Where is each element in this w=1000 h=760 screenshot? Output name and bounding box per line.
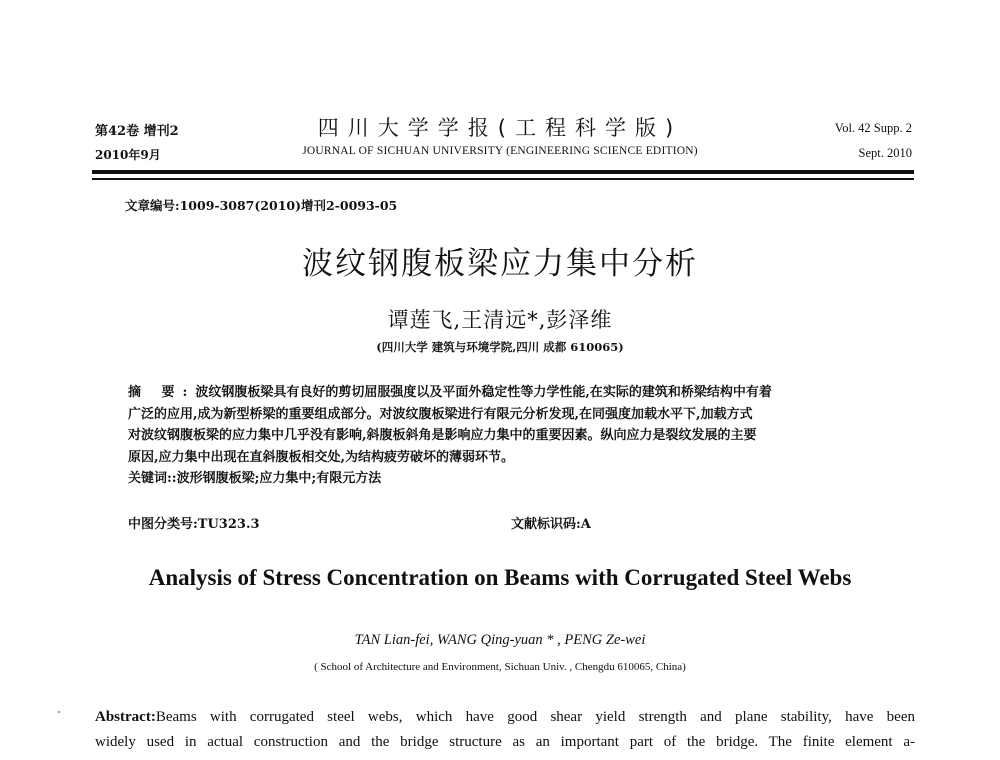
affiliation-cn: (四川大学 建筑与环境学院,四川 成都 610065): [376, 340, 624, 354]
date-cn: 2010年9月: [95, 148, 161, 162]
abstract-en: [95, 705, 915, 755]
header-rule-thin: [92, 178, 914, 180]
clc-number: 中图分类号:TU323.3: [128, 517, 260, 532]
scan-speck: [58, 711, 60, 713]
date-en: Sept. 2010: [858, 146, 912, 160]
authors-en: TAN Lian-fei, WANG Qing-yuan * , PENG Ze-wei: [354, 632, 646, 648]
journal-title-en: JOURNAL OF SICHUAN UNIVERSITY (ENGINEERING SCIENCE EDITION): [302, 145, 698, 157]
paper-title-cn: 波纹钢腹板梁应力集中分析: [302, 246, 698, 282]
abstract-cn-label: 摘 要:: [128, 385, 196, 400]
volume-issue-cn: 第42卷 增刊2: [95, 124, 179, 139]
paper-title-en: Analysis of Stress Concentration on Beams with Corrugated Steel Webs: [148, 565, 852, 590]
document-code: 文献标识码:A: [511, 517, 591, 532]
abstract-cn: [128, 382, 888, 490]
volume-issue-en: Vol. 42 Supp. 2: [834, 121, 912, 135]
abstract-en-line: widely used in actual construction and the bridge structure as an important part of the bridge. The finite element a-: [95, 734, 915, 750]
abstract-cn-line: 摘 要:波纹钢腹板梁具有良好的剪切屈服强度以及平面外稳定性等力学性能,在实际的建筑和桥梁结构中有着: [128, 385, 772, 400]
abstract-cn-line: 原因,应力集中出现在直斜腹板相交处,为结构疲劳破坏的薄弱环节。: [128, 449, 515, 465]
abstract-cn-line: 广泛的应用,成为新型桥梁的重要组成部分。对波纹腹板梁进行有限元分析发现,在同强度加载水平下,加载方式: [128, 406, 753, 422]
keywords-cn: 关键词::波形钢腹板梁;应力集中;有限元方法: [128, 471, 382, 486]
journal-title-cn: 四川大学学报(工程科学版): [317, 116, 683, 140]
authors-cn: 谭莲飞,王清远*,彭泽维: [387, 308, 613, 332]
abstract-en-line: Abstract:Beams with corrugated steel webs, which have good shear yield strength and plane stability, have been: [95, 709, 915, 725]
header-rule-thick: [92, 170, 914, 174]
article-number: 文章编号:1009-3087(2010)增刊2-0093-05: [125, 198, 398, 213]
abstract-en-label: Abstract:: [95, 709, 156, 725]
affiliation-en: ( School of Architecture and Environment, Sichuan Univ. , Chengdu 610065, China): [314, 661, 686, 673]
abstract-cn-line: 对波纹钢腹板梁的应力集中几乎没有影响,斜腹板斜角是影响应力集中的重要因素。纵向应力是裂纹发展的主要: [128, 428, 757, 443]
